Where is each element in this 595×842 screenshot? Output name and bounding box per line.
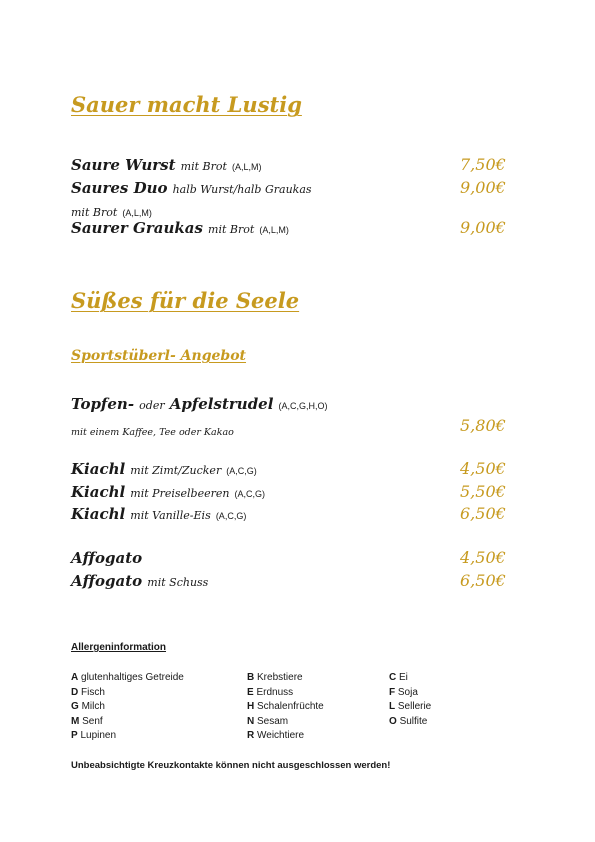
allergen-entry [247, 700, 324, 715]
item-desc: halb Wurst/halb Graukas [172, 183, 312, 196]
allergen-entry [389, 715, 431, 730]
item-price: 4,50€ [460, 548, 506, 567]
allergen-label: Fisch [81, 686, 105, 698]
allergen-label: Krebstiere [257, 672, 303, 683]
allergen-label: Soja [397, 686, 418, 698]
allergen-entry [71, 686, 184, 701]
item-allergens: (A,L,M) [232, 162, 262, 172]
allergen-entry [389, 700, 431, 715]
allergen-code: L [389, 701, 396, 713]
allergen-code: N [247, 715, 255, 727]
menu-item-saure-wurst [71, 155, 521, 177]
allergen-column [247, 671, 324, 744]
menu-item-kiachl-preiselbeeren [71, 482, 521, 504]
allergen-entry [71, 715, 184, 730]
item-name: Kiachl [71, 483, 126, 501]
allergen-label: Milch [81, 701, 105, 713]
allergen-code: A [71, 672, 79, 683]
subsection-title-sportstueberl: Sportstüberl- Angebot [71, 348, 247, 364]
item-price: 5,80€ [460, 416, 506, 435]
allergen-entry [389, 671, 431, 686]
allergen-entry [247, 729, 324, 744]
item-desc: mit Schuss [147, 576, 209, 589]
allergen-code: E [247, 686, 254, 698]
menu-item-affogato-schuss [71, 571, 521, 593]
menu-item-strudel-note [71, 416, 521, 438]
item-allergens: (A,L,M) [259, 225, 289, 235]
section-title-sauer: Sauer macht Lustig [71, 92, 302, 117]
allergen-column [71, 671, 184, 744]
menu-item-saures-duo [71, 178, 521, 200]
allergen-code: B [247, 672, 255, 683]
allergen-label: Sulfite [399, 715, 428, 727]
item-name: Saurer Graukas [71, 219, 203, 237]
item-price: 9,00€ [460, 218, 506, 237]
allergen-code: G [71, 701, 79, 713]
allergen-code: H [247, 701, 255, 713]
item-allergens: (A,C,G) [234, 489, 266, 499]
allergen-entry [71, 671, 184, 686]
allergen-legend [71, 671, 451, 743]
item-allergens: (A,L,M) [122, 208, 152, 218]
menu-item-kiachl-zimt [71, 459, 521, 481]
item-note: mit einem Kaffee, Tee oder Kakao [71, 427, 234, 438]
allergen-label: Weichtiere [257, 730, 305, 742]
allergen-column [389, 671, 431, 729]
allergen-code: P [71, 730, 78, 742]
menu-item-saures-duo-cont [71, 201, 521, 217]
item-price: 6,50€ [460, 571, 506, 590]
menu-item-saurer-graukas [71, 218, 521, 240]
item-name: Affogato [71, 549, 143, 567]
item-name: Affogato [71, 572, 143, 590]
allergen-entry [247, 671, 324, 686]
allergen-label: Sesam [257, 715, 289, 727]
item-name: Kiachl [71, 460, 126, 478]
item-desc: mit Brot [180, 160, 227, 173]
item-name: Saure Wurst [71, 156, 176, 174]
allergen-label: Schalenfrüchte [257, 701, 324, 713]
allergen-label: Sellerie [397, 701, 432, 713]
allergen-code: M [71, 715, 80, 727]
allergen-code: D [71, 686, 79, 698]
allergen-entry [247, 715, 324, 730]
menu-item-strudel [71, 394, 521, 416]
item-price: 7,50€ [460, 155, 506, 174]
item-name: Apfelstrudel [169, 395, 274, 413]
allergen-label: glutenhaltiges Getreide [81, 672, 184, 683]
item-desc: mit Vanille-Eis [130, 509, 211, 522]
allergen-code: C [389, 672, 397, 683]
allergen-entry [247, 686, 324, 701]
menu-item-affogato [71, 548, 521, 570]
allergen-entry [71, 729, 184, 744]
allergen-label: Senf [82, 715, 103, 727]
item-desc: mit Zimt/Zucker [130, 464, 222, 477]
allergen-code: O [389, 715, 397, 727]
allergen-label: Ei [399, 672, 408, 683]
cross-contact-warning: Unbeabsichtigte Kreuzkontakte können nicht ausgeschlossen werden! [71, 760, 391, 771]
allergen-label: Erdnuss [256, 686, 294, 698]
item-allergens: (A,C,G,H,O) [278, 401, 328, 411]
item-desc: mit Preiselbeeren [130, 487, 230, 500]
item-price: 4,50€ [460, 459, 506, 478]
item-price: 9,00€ [460, 178, 506, 197]
item-price: 6,50€ [460, 504, 506, 523]
item-price: 5,50€ [460, 482, 506, 501]
allergen-info-heading: Allergeninformation [71, 642, 167, 653]
item-allergens: (A,C,G) [226, 466, 257, 476]
allergen-entry [71, 700, 184, 715]
item-name: Topfen- [71, 395, 135, 413]
section-title-suesses: Süßes für die Seele [71, 288, 300, 313]
item-name: Saures Duo [71, 179, 168, 197]
item-desc: mit Brot [71, 206, 118, 219]
allergen-code: R [247, 730, 255, 742]
menu-item-kiachl-vanille [71, 504, 521, 526]
item-connector: oder [139, 399, 165, 412]
allergen-label: Lupinen [80, 730, 117, 742]
item-desc: mit Brot [208, 223, 255, 236]
item-name: Kiachl [71, 505, 126, 523]
allergen-entry [389, 686, 431, 701]
allergen-code: F [389, 686, 396, 698]
item-allergens: (A,C,G) [215, 511, 247, 521]
